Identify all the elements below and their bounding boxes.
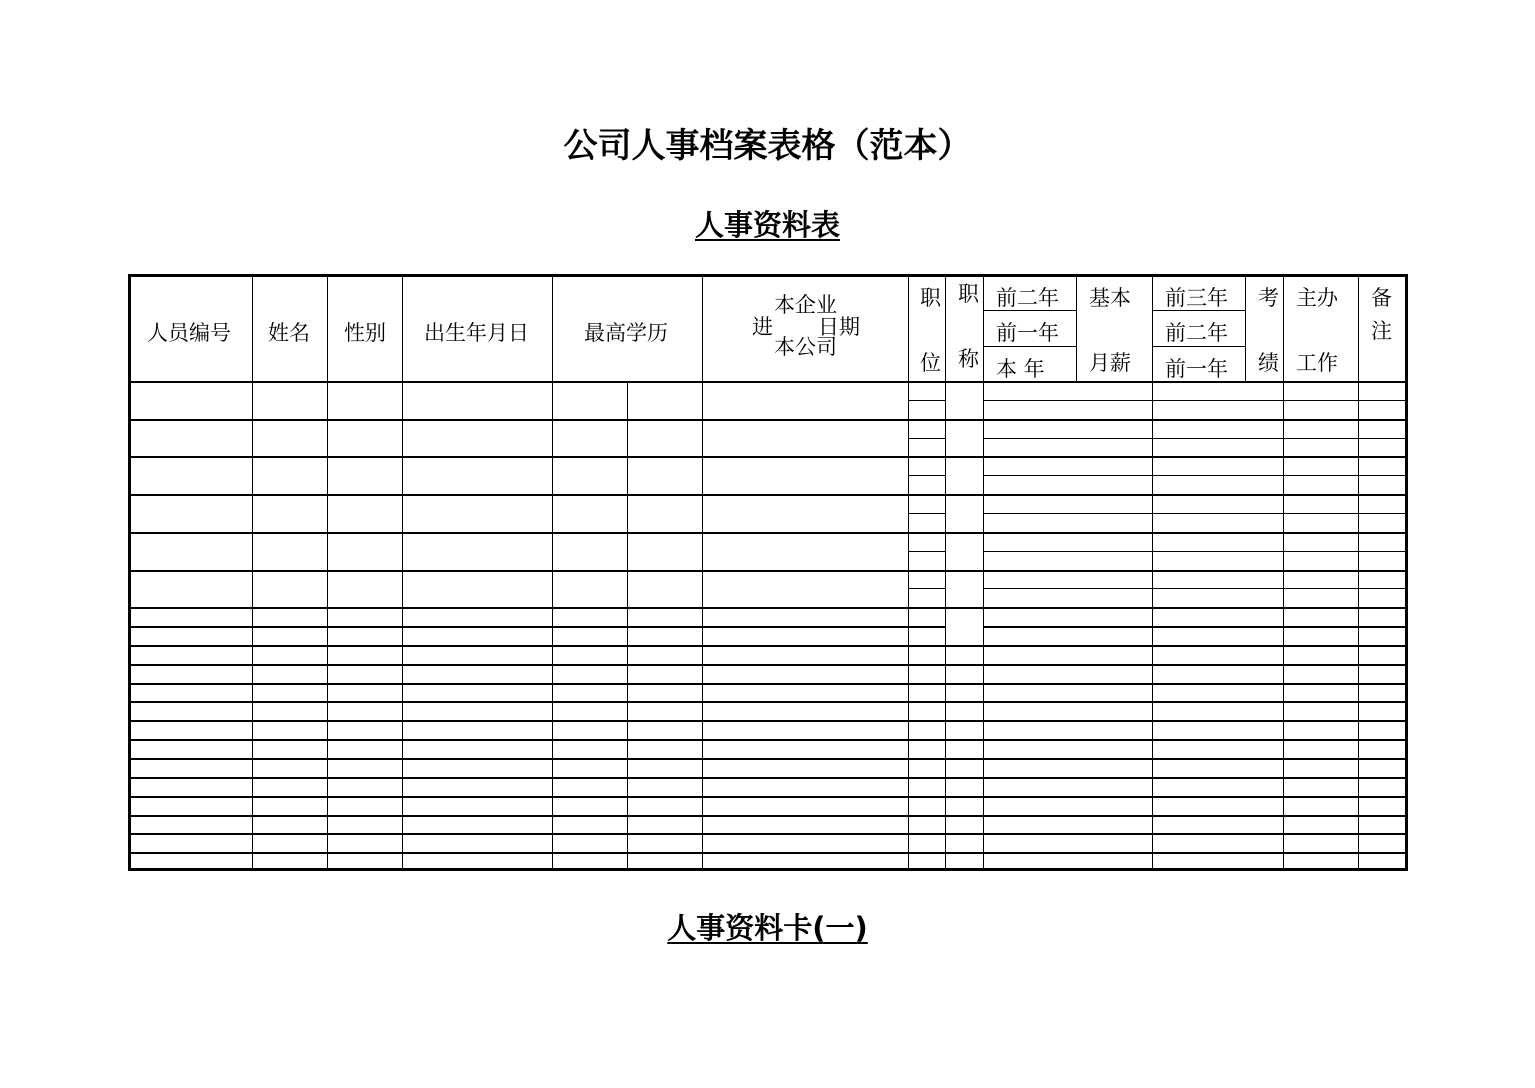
- row-rule: [128, 758, 1408, 760]
- card-title-text: 人事资料卡(一): [667, 911, 868, 945]
- row-rule: [128, 720, 1408, 722]
- row-rule: [128, 607, 908, 609]
- row-rule: [983, 551, 1408, 552]
- salary-year-rule: [1076, 274, 1077, 381]
- column-rule: [252, 274, 253, 871]
- header-remark-bottom: 注: [1371, 319, 1392, 343]
- header-join-firm: 本公司: [774, 335, 837, 359]
- row-rule: [128, 852, 1408, 854]
- column-rule: [702, 274, 703, 871]
- header-education: 最高学历: [584, 321, 668, 345]
- row-rule: [128, 494, 908, 496]
- row-rule: [983, 456, 1408, 458]
- row-rule: [983, 494, 1408, 496]
- row-rule: [945, 570, 983, 572]
- header-rank-top: 职: [958, 282, 979, 306]
- column-rule: [1283, 274, 1284, 871]
- header-base-salary-top: 基本: [1089, 286, 1131, 310]
- header-join-date: 日期: [818, 315, 860, 339]
- row-rule: [128, 796, 1408, 798]
- row-rule: [983, 570, 1408, 572]
- card-title: [0, 906, 1535, 947]
- column-rule: [1358, 274, 1359, 871]
- row-rule: [128, 777, 1408, 779]
- row-rule: [945, 494, 983, 496]
- salary-year-subrule: [983, 310, 1076, 311]
- row-rule: [128, 532, 908, 534]
- row-rule: [983, 400, 1408, 401]
- salary-year-subrule: [983, 346, 1076, 347]
- header-perf-year-3: 前一年: [1165, 357, 1228, 381]
- row-rule: [908, 438, 945, 439]
- perf-year-subrule: [1152, 346, 1245, 347]
- row-rule: [945, 419, 983, 421]
- row-rule: [945, 532, 983, 534]
- row-rule: [983, 438, 1408, 439]
- row-rule: [128, 626, 945, 628]
- header-birth-date: 出生年月日: [424, 321, 529, 345]
- row-rule: [128, 701, 1408, 703]
- row-rule: [128, 664, 1408, 666]
- row-rule: [983, 588, 1408, 589]
- row-rule: [983, 419, 1408, 421]
- row-rule: [908, 570, 945, 572]
- row-rule: [128, 570, 908, 572]
- header-perf-year-2: 前二年: [1165, 321, 1228, 345]
- column-rule: [327, 274, 328, 871]
- row-rule: [908, 475, 945, 476]
- header-perf-year-1: 前三年: [1165, 286, 1228, 310]
- header-rule: [128, 381, 1408, 383]
- table-title-text: 人事资料表: [694, 208, 840, 242]
- row-rule: [945, 456, 983, 458]
- row-rule: [128, 645, 1408, 647]
- column-rule: [983, 274, 984, 871]
- header-salary-year-3: 本 年: [996, 357, 1045, 381]
- header-main-duty-bottom: 工作: [1296, 351, 1338, 375]
- row-rule: [983, 626, 1408, 628]
- row-rule: [908, 400, 945, 401]
- header-position-top: 职: [920, 286, 941, 310]
- row-rule: [128, 683, 1408, 685]
- header-join-enter: 进: [752, 315, 773, 339]
- header-performance-top: 考: [1258, 286, 1279, 310]
- row-rule: [128, 739, 1408, 741]
- row-rule: [908, 456, 945, 458]
- row-rule: [908, 513, 945, 514]
- column-rule: [402, 274, 403, 871]
- header-position-bottom: 位: [920, 351, 941, 375]
- row-rule: [908, 494, 945, 496]
- row-rule: [983, 475, 1408, 476]
- row-rule: [983, 513, 1408, 514]
- header-remark-top: 备: [1371, 286, 1392, 310]
- column-rule: [1152, 274, 1153, 871]
- header-employee-id: 人员编号: [147, 321, 231, 345]
- header-main-duty-top: 主办: [1296, 286, 1338, 310]
- row-rule: [983, 532, 1408, 534]
- column-rule: [908, 274, 909, 871]
- document-title: 公司人事档案表格（范本）: [563, 126, 972, 166]
- row-rule: [128, 456, 908, 458]
- row-rule: [983, 607, 1408, 609]
- row-rule: [908, 588, 945, 589]
- column-rule: [945, 274, 946, 871]
- perf-year-subrule: [1152, 310, 1245, 311]
- row-rule: [945, 607, 983, 609]
- personnel-table: [128, 274, 1408, 871]
- header-salary-year-2: 前一年: [996, 321, 1059, 345]
- perf-year-rule: [1245, 274, 1246, 381]
- row-rule: [128, 833, 1408, 835]
- row-rule: [128, 815, 1408, 817]
- header-rank-bottom: 称: [958, 347, 979, 371]
- row-rule: [908, 419, 945, 421]
- row-rule: [908, 607, 945, 609]
- column-rule: [552, 274, 553, 871]
- row-rule: [908, 532, 945, 534]
- header-base-salary-bottom: 月薪: [1089, 351, 1131, 375]
- header-join-company: 本企业: [774, 293, 837, 317]
- header-gender: 性别: [344, 321, 386, 345]
- header-performance-bottom: 绩: [1258, 351, 1279, 375]
- row-rule: [128, 419, 908, 421]
- table-title: [0, 203, 1535, 244]
- row-rule: [908, 551, 945, 552]
- header-name: 姓名: [268, 321, 310, 345]
- header-salary-year-1: 前二年: [996, 286, 1059, 310]
